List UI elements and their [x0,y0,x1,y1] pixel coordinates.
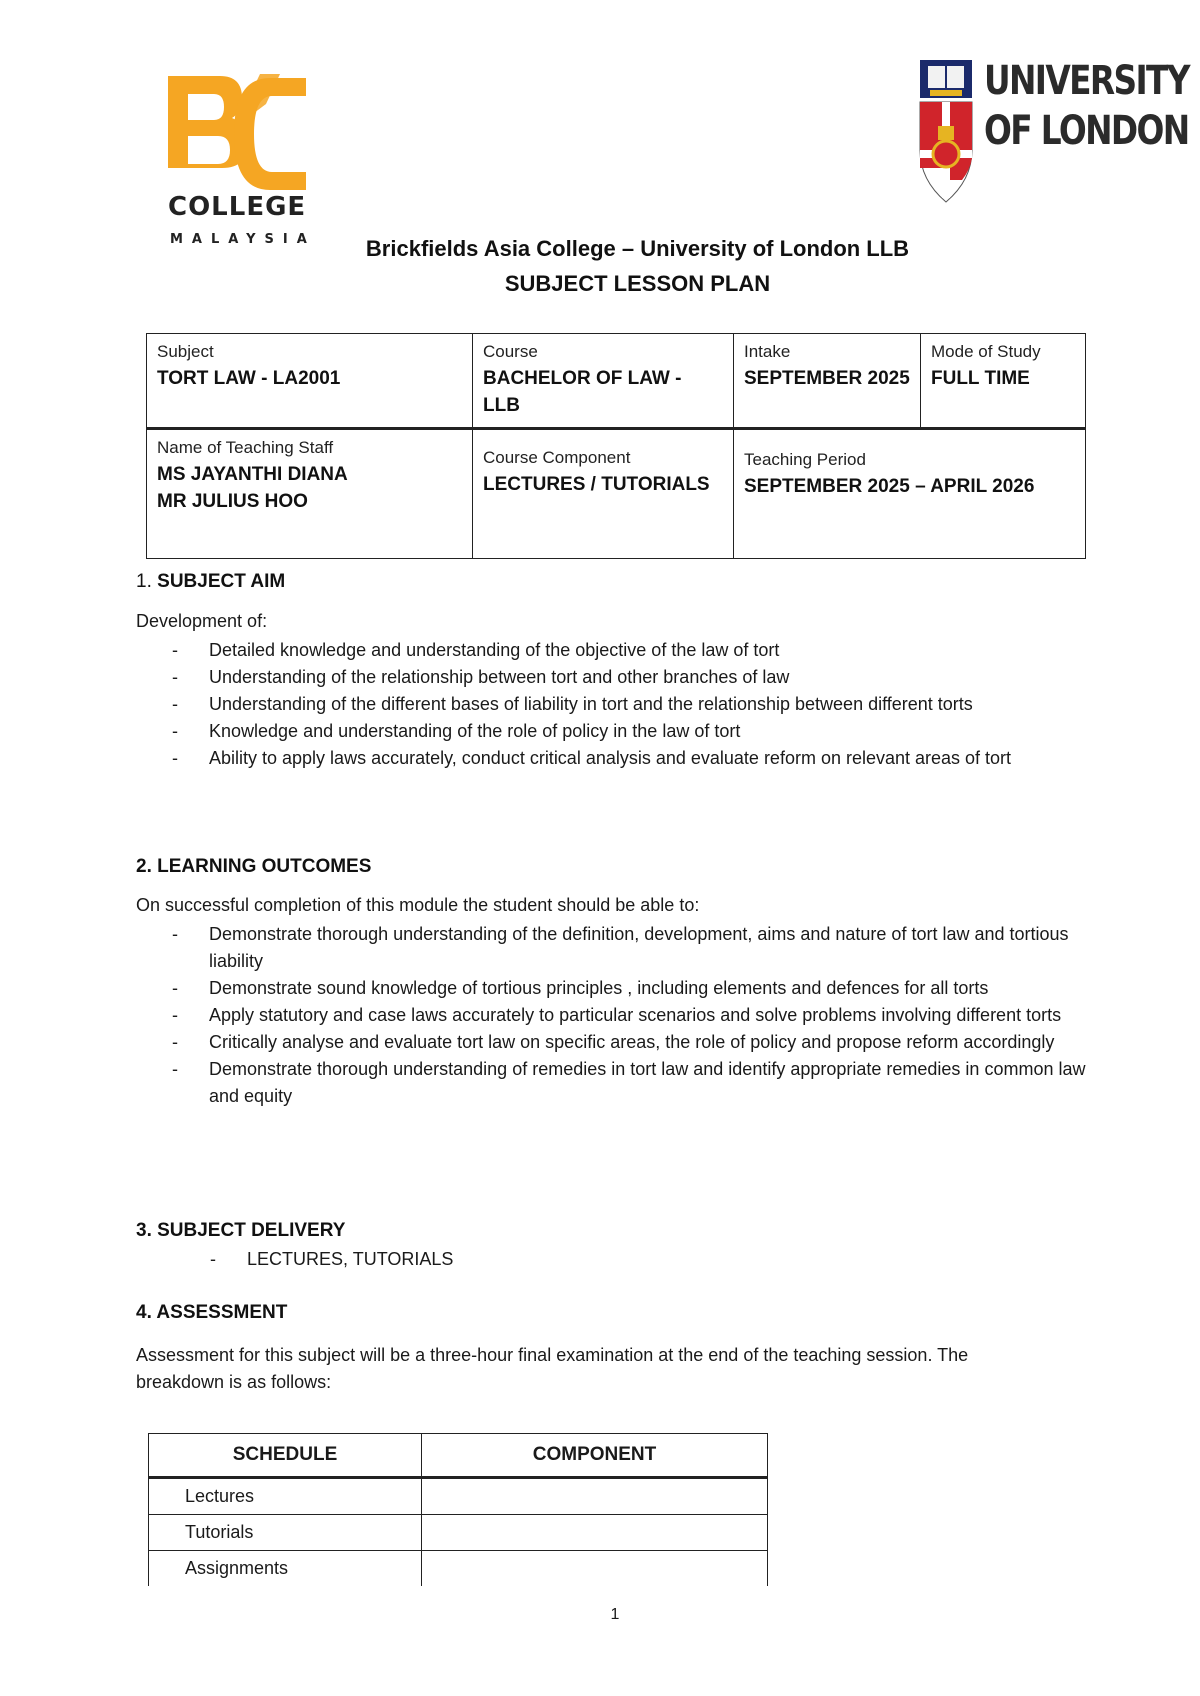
section-1-title: SUBJECT AIM [157,571,286,592]
table-row [149,1515,768,1551]
component-cell [422,1515,768,1551]
section-1-number: 1. [136,571,152,592]
page-number: 1 [610,1606,620,1623]
assessment-table [148,1433,768,1586]
period-cell [734,429,1086,559]
section-1-intro: Development of: [136,611,268,631]
mode-value: FULL TIME [931,368,1030,389]
component-cell [422,1551,768,1587]
mode-label: Mode of Study [931,342,1041,361]
component-cell [473,429,734,559]
list-item: - Detailed knowledge and understanding of the objective of the law of tort [172,640,780,660]
subject-label: Subject [157,342,214,361]
course-value: BACHELOR OF LAW - LLB [483,368,682,416]
schedule-cell: Lectures [149,1478,422,1515]
subject-cell [147,334,473,429]
schedule-cell: Tutorials [149,1515,422,1551]
section-1-heading [136,571,285,593]
subject-aim-list [172,637,1092,772]
section-2-intro: On successful completion of this module the student should be able to: [136,895,700,915]
course-cell [473,334,734,429]
list-item: - Demonstrate thorough understanding of the definition, development, aims and nature of tort law and tortious liability [172,924,1069,971]
staff-name-2: MR JULIUS HOO [157,491,308,512]
list-item: - Understanding of the different bases of liability in tort and the relationship between different torts [172,694,973,714]
document-subtitle: SUBJECT LESSON PLAN [504,271,771,296]
university-of-london-crest-icon [918,58,974,204]
mode-cell [921,334,1086,429]
table-row [149,1478,768,1515]
intake-label: Intake [744,342,791,361]
subject-value: TORT LAW - LA2001 [157,368,341,389]
section-4-intro-line-2: breakdown is as follows: [136,1372,332,1392]
component-value: LECTURES / TUTORIALS [483,474,710,495]
period-value: SEPTEMBER 2025 – APRIL 2026 [744,476,1035,497]
intake-value: SEPTEMBER 2025 [744,368,910,389]
section-4-heading: 4. ASSESSMENT [136,1302,288,1323]
document-title: Brickfields Asia College – University of London LLB [365,236,910,261]
component-cell [422,1478,768,1515]
list-item: - LECTURES, TUTORIALS [210,1249,454,1269]
learning-outcomes-list [172,921,1092,1110]
list-item: - Demonstrate sound knowledge of tortious principles , including elements and defences for all torts [172,978,989,998]
staff-label: Name of Teaching Staff [157,438,334,457]
bac-logo-college-text: COLLEGE [168,192,307,222]
component-header: COMPONENT [422,1434,768,1478]
staff-name-1: MS JAYANTHI DIANA [157,464,348,485]
subject-delivery-list [210,1246,1130,1273]
course-label: Course [483,342,538,361]
intake-cell [734,334,921,429]
university-of-london-wordmark [984,56,1189,156]
list-item: - Critically analyse and evaluate tort law on specific areas, the role of policy and propose reform accordingly [172,1032,1055,1052]
table-row [149,1551,768,1587]
list-item: - Understanding of the relationship between tort and other branches of law [172,667,790,687]
list-item: - Ability to apply laws accurately, conduct critical analysis and evaluate reform on relevant areas of tort [172,748,1012,768]
component-label: Course Component [483,448,631,467]
section-3-heading: 3. SUBJECT DELIVERY [136,1220,346,1241]
bac-logo-malaysia-text: MALAYSIA [170,232,316,247]
schedule-header: SCHEDULE [149,1434,422,1478]
staff-cell [147,429,473,559]
section-4-intro [136,1342,968,1396]
period-label: Teaching Period [744,450,866,469]
section-2-heading: 2. LEARNING OUTCOMES [136,856,372,877]
uol-line-1: UNIVERSITY [984,58,1189,104]
list-item: - Demonstrate thorough understanding of remedies in tort law and identify appropriate remedies in common law and equity [172,1059,1086,1106]
subject-info-table [146,333,1086,559]
list-item: - Knowledge and understanding of the role of policy in the law of tort [172,721,741,741]
uol-line-2: OF LONDON [984,108,1189,154]
section-4-intro-line-1: Assessment for this subject will be a three-hour final examination at the end of the teaching session. The [136,1345,969,1365]
bac-college-logo [160,68,310,258]
schedule-cell: Assignments [149,1551,422,1587]
list-item: - Apply statutory and case laws accurately to particular scenarios and solve problems involving different torts [172,1005,1062,1025]
